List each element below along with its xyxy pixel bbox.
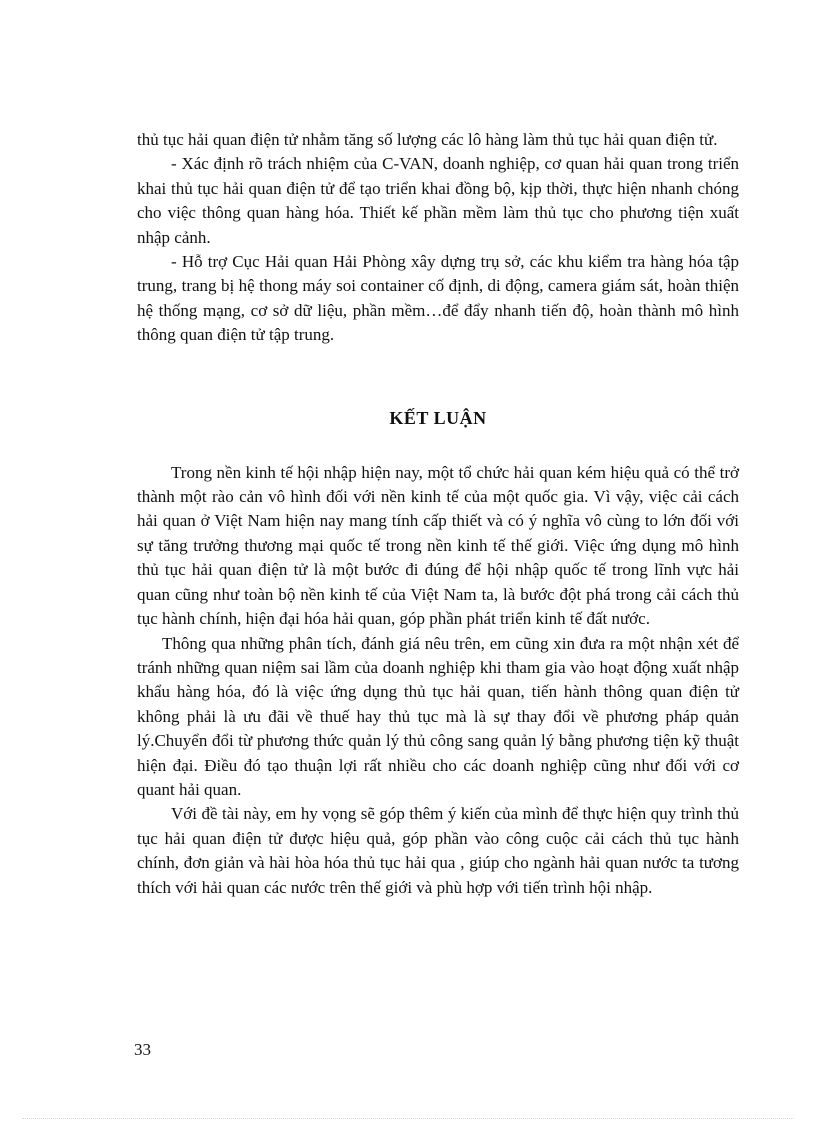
continuation-paragraph: thủ tục hải quan điện tử nhằm tăng số lượng các lô hàng làm thủ tục hải quan điện tử. [137,130,718,149]
bullet-paragraph: - Hỗ trợ Cục Hải quan Hải Phòng xây dựng trụ sở, các khu kiểm tra hàng hóa tập trung, trang bị hệ thong máy soi container cố định, di động, camera giám sát, hoàn thiện hệ thống mạng, cơ sở dữ liệu, phần mềm…để đẩy nhanh tiến độ, hoàn thành mô hình thông quan điện tử tập trung. [137,252,739,345]
conclusion-paragraph: Thông qua những phân tích, đánh giá nêu trên, em cũng xin đưa ra một nhận xét để tránh những quan niệm sai lầm của doanh nghiệp khi tham gia vào hoạt động xuất nhập khẩu hàng hóa, đó là việc ứng dụng thủ tục hải quan, tiến hành thông quan điện tử không phải là ưu đãi về thuế hay thủ tục mà là sự thay đổi về phương pháp quản lý.Chuyển đổi từ phương thức quản lý thủ công sang quản lý bằng phương tiện kỹ thuật hiện đại. Điều đó tạo thuận lợi rất nhiều cho các doanh nghiệp cũng như đối với cơ quant hải quan. [137,633,739,799]
bullet-paragraph: - Xác định rõ trách nhiệm của C-VAN, doanh nghiệp, cơ quan hải quan trong triển khai thủ tục hải quan điện tử để tạo triển khai đồng bộ, kịp thời, thực hiện nhanh chóng cho việc thông quan hàng hóa. Thiết kế phần mềm làm thủ tục cho phương tiện xuất nhập cảnh. [137,154,739,247]
page-body [137,128,739,900]
conclusion-paragraph: Trong nền kinh tế hội nhập hiện nay, một tổ chức hải quan kém hiệu quả có thể trở thành một rào cản vô hình đối với nền kinh tế của một quốc gia. Vì vậy, việc cải cách hải quan ở Việt Nam hiện nay mang tính cấp thiết và có ý nghĩa vô cùng to lớn đối với sự tăng trưởng thương mại quốc tế trong nền kinh tế thế giới. Việc ứng dụng mô hình thủ tục hải quan điện tử là một bước đi đúng để hội nhập quốc tế trong lĩnh vực hải quan cũng như toàn bộ nền kinh tế của Việt Nam ta, là bước đột phá trong cải cách thủ tục hành chính, hiện đại hóa hải quan, góp phần phát triển kinh tế đất nước. [137,462,739,629]
conclusion-heading: KẾT LUẬN [389,407,487,428]
page-number: 33 [134,1040,151,1059]
footer-divider [22,1118,794,1119]
conclusion-paragraph: Với đề tài này, em hy vọng sẽ góp thêm ý kiến của mình để thực hiện quy trình thủ tục hải quan điện tử được hiệu quả, góp phần vào công cuộc cải cách thủ tục hành chính, đơn giản và hài hòa hóa thủ tục hải qua , giúp cho ngành hải quan nước ta tương thích với hải quan các nước trên thế giới và phù hợp với tiến trình hội nhập. [137,804,739,897]
